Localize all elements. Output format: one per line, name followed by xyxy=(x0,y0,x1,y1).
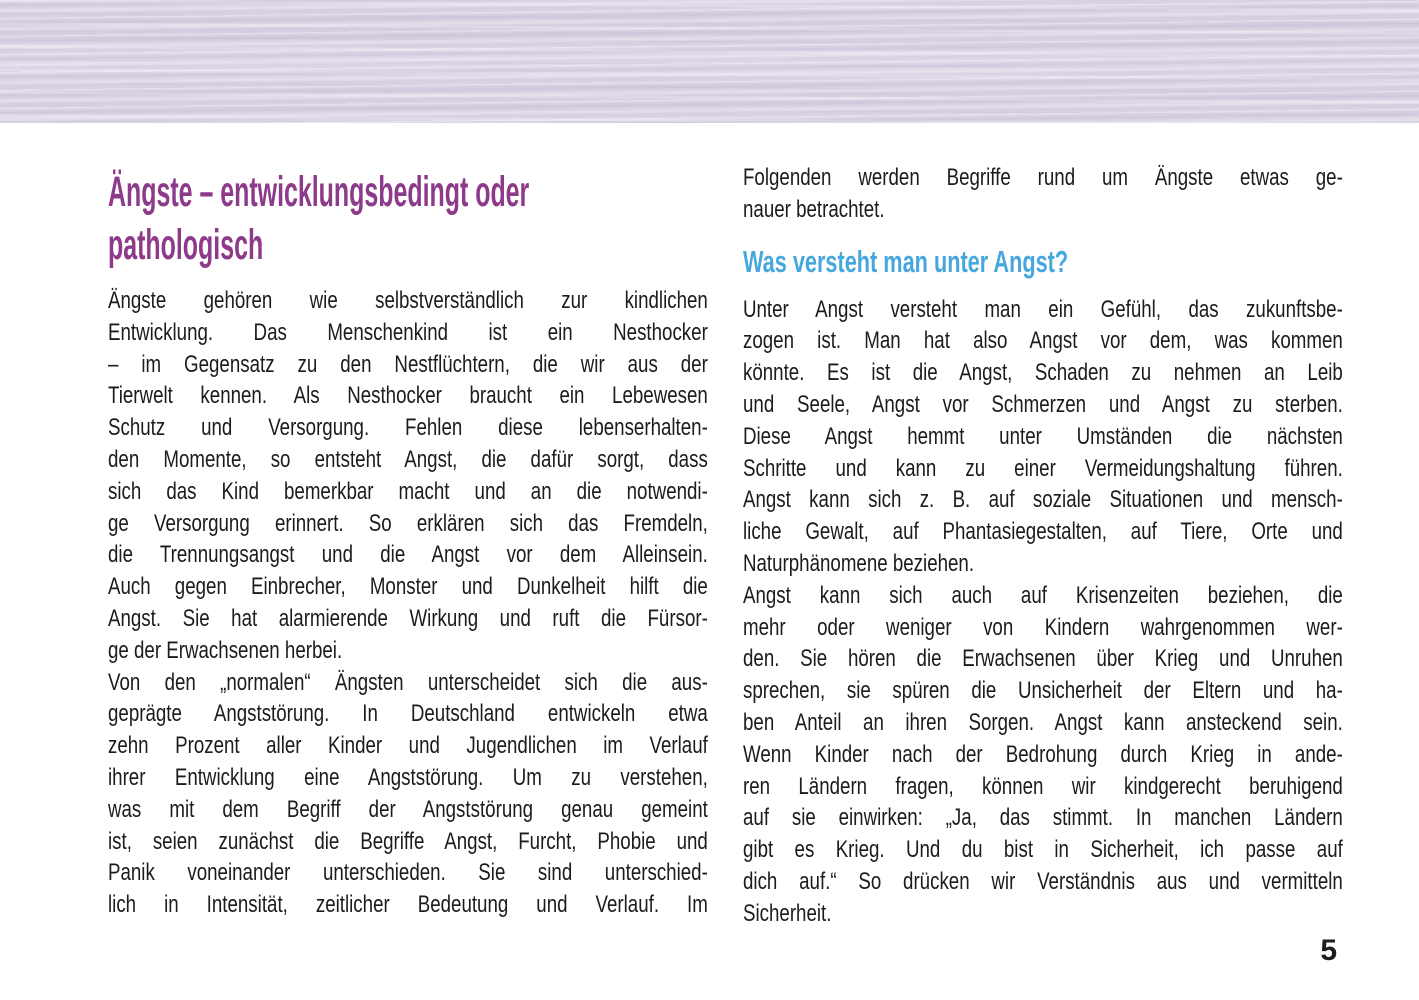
text-line: den. Sie hören die Erwachsenen über Krieg und Unruhen xyxy=(743,645,1343,673)
text-line: was mit dem Begriff der Angststörung genau gemeint xyxy=(108,795,708,823)
text-line: Naturphänomene beziehen. xyxy=(743,549,975,577)
page-number: 5 xyxy=(1320,934,1337,967)
paragraph xyxy=(743,162,1343,226)
text-line: die Trennungsangst und die Angst vor dem Alleinsein. xyxy=(108,541,708,569)
text-line: Angst kann sich auch auf Krisenzeiten beziehen, die xyxy=(743,581,1343,609)
text-line: ren Ländern fragen, können wir kindgerecht beruhigend xyxy=(743,772,1343,800)
text-line: Schritte und kann zu einer Vermeidungshaltung führen. xyxy=(743,454,1343,482)
left-column-text xyxy=(108,285,708,921)
text-line: mehr oder weniger von Kindern wahrgenommen wer- xyxy=(743,613,1343,641)
text-line: könnte. Es ist die Angst, Schaden zu nehmen an Leib xyxy=(743,359,1343,387)
text-line: ist, seien zunächst die Begriffe Angst, Furcht, Phobie und xyxy=(108,827,708,855)
right-column xyxy=(743,162,1343,930)
text-line: pathologisch xyxy=(108,221,264,269)
left-column xyxy=(108,166,708,921)
text-line: Folgenden werden Begriffe rund um Ängste etwas ge- xyxy=(743,164,1343,191)
text-line: liche Gewalt, auf Phantasiegestalten, auf Tiere, Orte und xyxy=(743,518,1343,546)
text-line: Ängste gehören wie selbstverständlich zur kindlichen xyxy=(108,287,708,314)
text-line: zehn Prozent aller Kinder und Jugendlichen im Verlauf xyxy=(108,732,708,760)
paragraph xyxy=(743,294,1343,580)
text-line: Ängste – entwicklungsbedingt oder xyxy=(108,168,530,216)
text-line: Tierwelt kennen. Als Nesthocker braucht ein Lebewesen xyxy=(108,382,708,410)
text-line: Angst kann sich z. B. auf soziale Situationen und mensch- xyxy=(743,486,1343,514)
text-line: ge der Erwachsenen herbei. xyxy=(108,636,343,664)
text-line: Sicherheit. xyxy=(743,899,832,927)
text-line: ihrer Entwicklung eine Angststörung. Um zu verstehen, xyxy=(108,763,708,791)
text-line: dich auf.“ So drücken wir Verständnis aus und vermitteln xyxy=(743,867,1343,895)
section-subheading: Was versteht man unter Angst? xyxy=(743,243,1069,279)
text-line: ben Anteil an ihren Sorgen. Angst kann ansteckend sein. xyxy=(743,708,1343,736)
text-line: Wenn Kinder nach der Bedrohung durch Krieg in ande- xyxy=(743,740,1343,768)
text-line: nauer betrachtet. xyxy=(743,195,885,223)
text-line: Entwicklung. Das Menschenkind ist ein Nesthocker xyxy=(108,318,708,346)
page-title xyxy=(108,166,550,272)
text-line: auf sie einwirken: „Ja, das stimmt. In manchen Ländern xyxy=(743,804,1343,832)
text-line: Von den „normalen“ Ängsten unterscheidet sich die aus- xyxy=(108,668,708,696)
text-line: den Momente, so entsteht Angst, die dafür sorgt, dass xyxy=(108,445,708,473)
text-line: gibt es Krieg. Und du bist in Sicherheit, ich passe auf xyxy=(743,836,1343,864)
decorative-header-band xyxy=(0,0,1419,123)
text-line: sprechen, sie spüren die Unsicherheit der Eltern und ha- xyxy=(743,677,1343,705)
paragraph xyxy=(108,285,708,667)
text-line: geprägte Angststörung. In Deutschland entwickeln etwa xyxy=(108,700,708,728)
text-line: Panik voneinander unterschieden. Sie sind unterschied- xyxy=(108,859,708,887)
text-line: sich das Kind bemerkbar macht und an die notwendi- xyxy=(108,477,708,505)
text-line: und Seele, Angst vor Schmerzen und Angst zu sterben. xyxy=(743,390,1343,418)
right-column-text xyxy=(743,294,1343,930)
text-line: – im Gegensatz zu den Nestflüchtern, die wir aus der xyxy=(108,350,708,378)
paragraph xyxy=(108,667,708,921)
text-line: Auch gegen Einbrecher, Monster und Dunkelheit hilft die xyxy=(108,573,708,601)
text-line: Unter Angst versteht man ein Gefühl, das zukunftsbe- xyxy=(743,295,1343,323)
paragraph xyxy=(743,580,1343,930)
text-line: ge Versorgung erinnert. So erklären sich das Fremdeln, xyxy=(108,509,708,537)
text-line: lich in Intensität, zeitlicher Bedeutung und Verlauf. Im xyxy=(108,891,708,919)
right-column-intro xyxy=(743,162,1343,226)
text-line: Schutz und Versorgung. Fehlen diese lebenserhalten- xyxy=(108,414,708,442)
text-line: zogen ist. Man hat also Angst vor dem, was kommen xyxy=(743,327,1343,355)
text-line: Diese Angst hemmt unter Umständen die nächsten xyxy=(743,422,1343,450)
text-line: Angst. Sie hat alarmierende Wirkung und ruft die Fürsor- xyxy=(108,604,708,632)
